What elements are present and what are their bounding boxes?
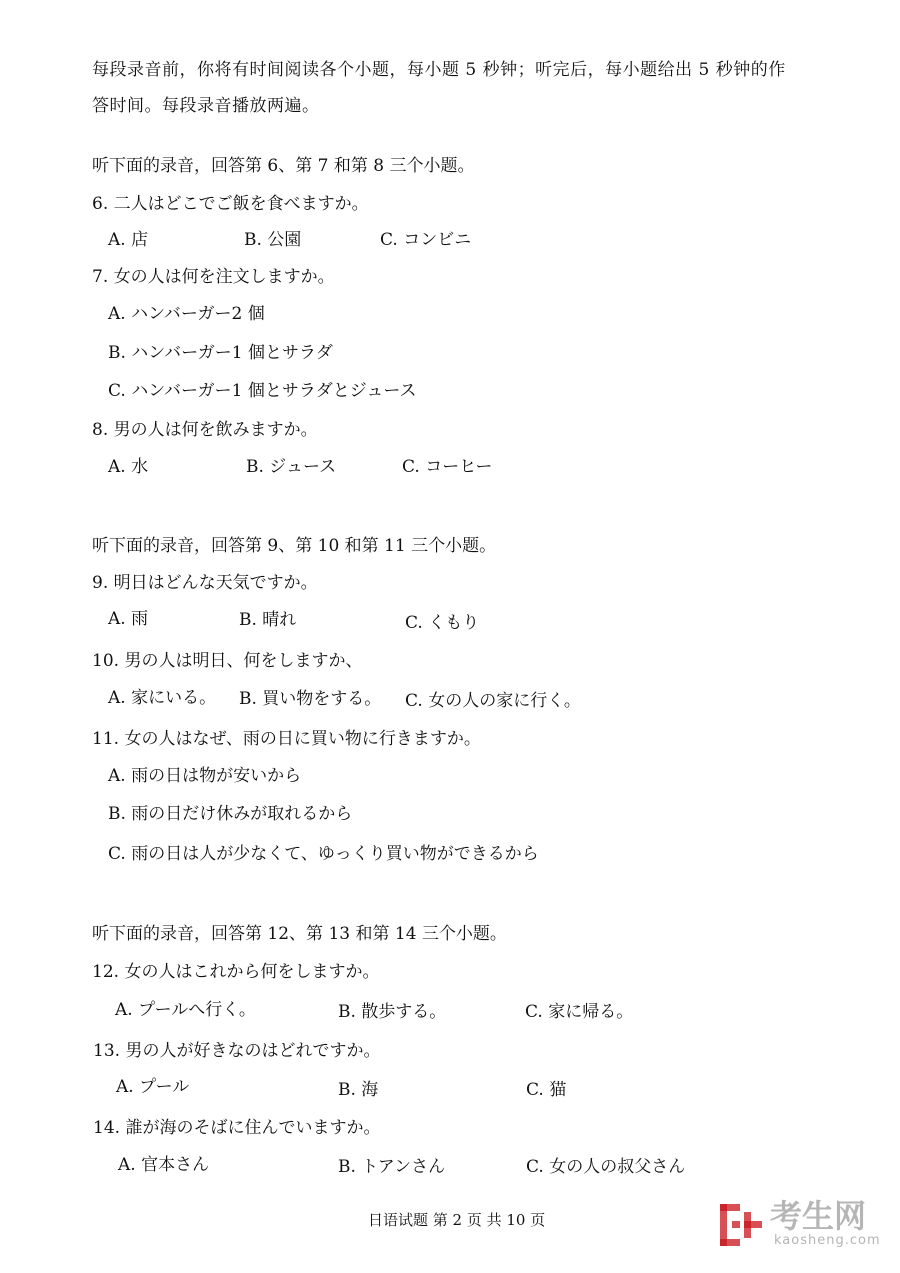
q6-option-c: C. コンビニ: [380, 230, 472, 250]
q7-option-c: C. ハンバーガー1 個とサラダとジュース: [108, 381, 417, 401]
question-10: 10. 男の人は明日、何をしますか、: [92, 651, 363, 671]
watermark-chinese-text: 考生网: [770, 1197, 867, 1235]
section-instruction: 听下面的录音，回答第 6、第 7 和第 8 三个小题。: [92, 156, 475, 176]
q10-option-c: C. 女の人の家に行く。: [405, 691, 581, 711]
q11-option-b: B. 雨の日だけ休みが取れるから: [108, 804, 353, 824]
q13-option-b: B. 海: [338, 1080, 379, 1100]
q11-option-a: A. 雨の日は物が安いから: [108, 766, 302, 786]
q6-option-b: B. 公園: [244, 230, 302, 250]
watermark-url-text: kaosheng.com: [774, 1233, 881, 1248]
q7-option-a: A. ハンバーガー2 個: [108, 304, 265, 324]
question-11: 11. 女の人はなぜ、雨の日に買い物に行きますか。: [92, 729, 481, 749]
q12-option-a: A. プールへ行く。: [115, 1000, 256, 1020]
q13-option-c: C. 猫: [526, 1080, 567, 1100]
q8-option-b: B. ジュース: [246, 457, 337, 477]
q10-option-a: A. 家にいる。: [108, 688, 217, 708]
q11-option-c: C. 雨の日は人が少なくて、ゆっくり買い物ができるから: [108, 844, 539, 864]
question-14: 14. 誰が海のそばに住んでいますか。: [93, 1118, 381, 1138]
q14-option-c: C. 女の人の叔父さん: [526, 1157, 686, 1177]
q6-option-a: A. 店: [108, 230, 149, 250]
q14-option-b: B. トアンさん: [338, 1157, 446, 1177]
q12-option-c: C. 家に帰る。: [525, 1002, 634, 1022]
kaosheng-watermark: [718, 1196, 888, 1256]
question-8: 8. 男の人は何を飲みますか。: [92, 420, 318, 440]
q9-option-c: C. くもり: [405, 613, 480, 633]
question-9: 9. 明日はどんな天気ですか。: [92, 573, 318, 593]
q13-option-a: A. プール: [116, 1077, 190, 1097]
q10-option-b: B. 買い物をする。: [239, 689, 382, 709]
q12-option-b: B. 散歩する。: [338, 1002, 447, 1022]
page-footer: 日语试题 第 2 页 共 10 页: [368, 1211, 546, 1229]
question-12: 12. 女の人はこれから何をしますか。: [92, 962, 380, 982]
intro-line-1: 每段录音前，你将有时间阅读各个小题，每小题 5 秒钟；听完后，每小题给出 5 秒钟的作: [92, 60, 786, 80]
section-instruction: 听下面的录音，回答第 12、第 13 和第 14 三个小题。: [92, 924, 507, 944]
question-7: 7. 女の人は何を注文しますか。: [92, 267, 335, 287]
kaosheng-logo-icon: [718, 1202, 764, 1248]
intro-line-2: 答时间。每段录音播放两遍。: [92, 96, 320, 116]
q8-option-c: C. コーヒー: [402, 457, 493, 477]
question-6: 6. 二人はどこでご飯を食べますか。: [92, 194, 369, 214]
q7-option-b: B. ハンバーガー1 個とサラダ: [108, 343, 333, 363]
q14-option-a: A. 官本さん: [118, 1155, 210, 1175]
q9-option-b: B. 晴れ: [239, 610, 297, 630]
q9-option-a: A. 雨: [108, 609, 149, 629]
q8-option-a: A. 水: [108, 457, 149, 477]
section-instruction: 听下面的录音，回答第 9、第 10 和第 11 三个小题。: [92, 536, 497, 556]
question-13: 13. 男の人が好きなのはどれですか。: [93, 1041, 381, 1061]
